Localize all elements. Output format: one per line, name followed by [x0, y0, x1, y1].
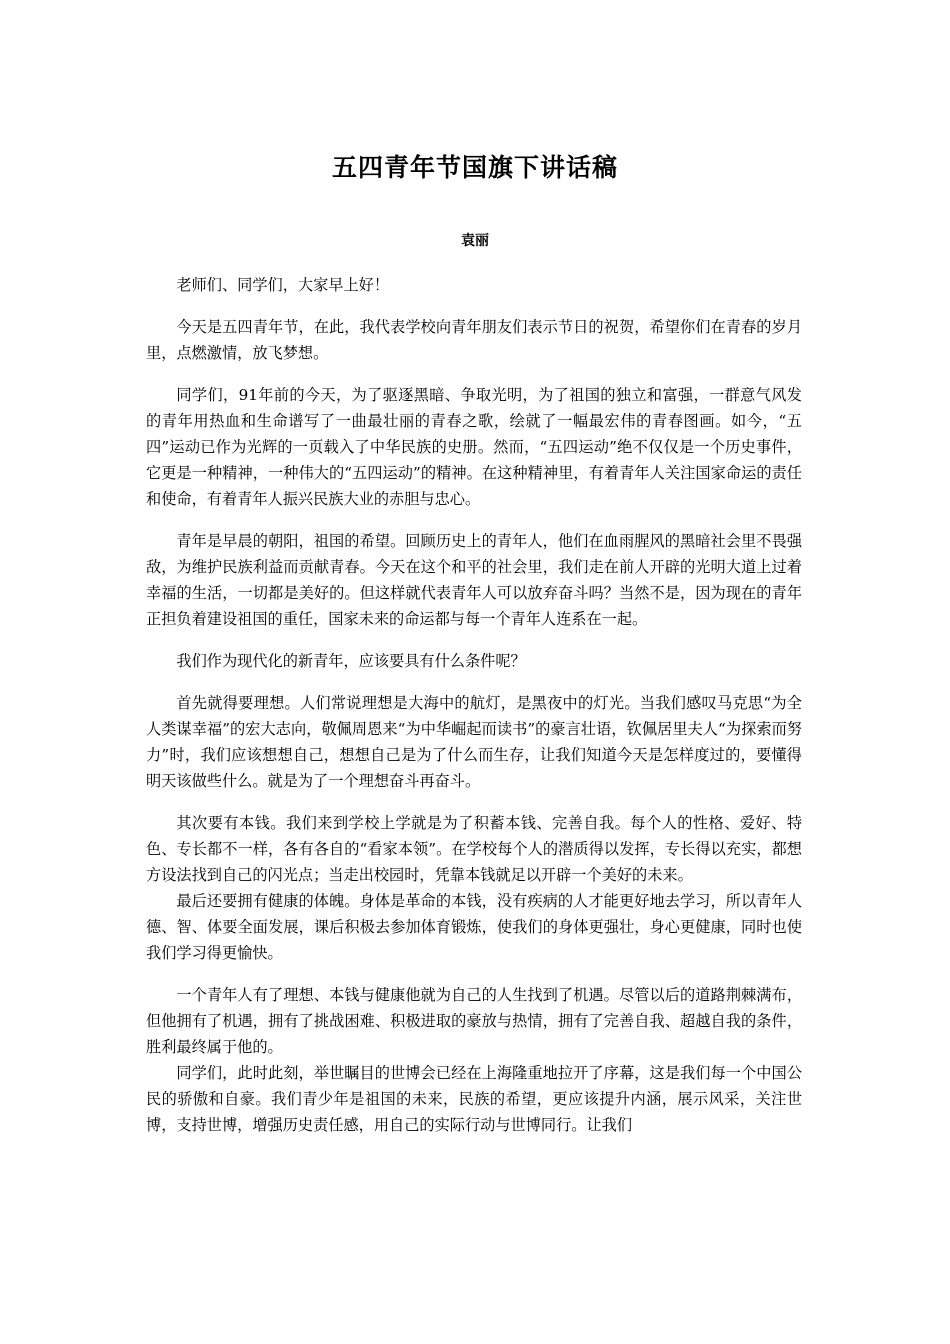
paragraph-question: 我们作为现代化的新青年，应该要具有什么条件呢？ [176, 652, 526, 670]
paragraph-youth-hope: 青年是早晨的朝阳，祖国的希望。回顾历史上的青年人，他们在血雨腥风的黑暗社会里不畏强敌，为维护民族利益而贡献青春。今天在这个和平的社会里，我们走在前人开辟的光明大道上过着幸福的生活，一切都是美好的。但这样就代表青年人可以放弃奋斗吗？当然不是，因为现在的青年正担负着建设祖国的重任，国家未来的命运都与每一个青年人连系在一起。 [146, 532, 802, 628]
paragraph-may-fourth: 同学们，91年前的今天，为了驱逐黑暗、争取光明，为了祖国的独立和富强，一群意气风发的青年用热血和生命谱写了一曲最壮丽的青春之歌，绘就了一幅最宏伟的青春图画。如今，“五四”运动已作为光辉的一页载入了中华民族的史册。然而，“五四运动”绝不仅仅是一个历史事件，它更是一种精神，一种伟大的“五四运动”的精神。在这种精神里，有着青年人关注国家命运的责任和使命，有着青年人振兴民族大业的赤胆与忠心。 [146, 386, 802, 508]
paragraph-opening: 今天是五四青年节，在此，我代表学校向青年朋友们表示节日的祝贺，希望你们在青春的岁月里，点燃激情，放飞梦想。 [146, 318, 802, 362]
paragraph-health: 最后还要拥有健康的体魄。身体是革命的本钱，没有疾病的人才能更好地去学习，所以青年人德、智、体要全面发展，课后积极去参加体育锻炼，使我们的身体更强壮，身心更健康，同时也使我们学习得更愉快。 [146, 892, 802, 962]
paragraph-ideals: 首先就得要理想。人们常说理想是大海中的航灯，是黑夜中的灯光。当我们感叹马克思“为全人类谋幸福”的宏大志向，敬佩周恩来“为中华崛起而读书”的豪言壮语，钦佩居里夫人“为探索而努力”时，我们应该想想自己，想想自己是为了什么而生存，让我们知道今天是怎样度过的，要懂得明天该做些什么。就是为了一个理想奋斗再奋斗。 [146, 694, 802, 790]
paragraph-expo: 同学们，此时此刻，举世瞩目的世博会已经在上海隆重地拉开了序幕，这是我们每一个中国公民的骄傲和自豪。我们青少年是祖国的未来，民族的希望，更应该提升内涵，展示风采，关注世博，支持世博，增强历史责任感，用自己的实际行动与世博同行。让我们 [146, 1064, 802, 1134]
paragraph-capital: 其次要有本钱。我们来到学校上学就是为了积蓄本钱、完善自我。每个人的性格、爱好、特色、专长都不一样，各有各自的“看家本领”。在学校每个人的潜质得以发挥，专长得以充实，都想方设法找到自己的闪光点；当走出校园时，凭靠本钱就足以开辟一个美好的未来。 [146, 814, 802, 884]
paragraph-greeting: 老师们、同学们，大家早上好！ [176, 276, 390, 294]
paragraph-opportunity: 一个青年人有了理想、本钱与健康他就为自己的人生找到了机遇。尽管以后的道路荆棘满布，但他拥有了机遇，拥有了挑战困难、积极进取的豪放与热情，拥有了完善自我、超越自我的条件，胜利最终属于他的。 [146, 986, 802, 1056]
document-author: 袁丽 [461, 233, 489, 249]
document-title: 五四青年节国旗下讲话稿 [331, 153, 618, 182]
document-body [146, 272, 802, 1154]
